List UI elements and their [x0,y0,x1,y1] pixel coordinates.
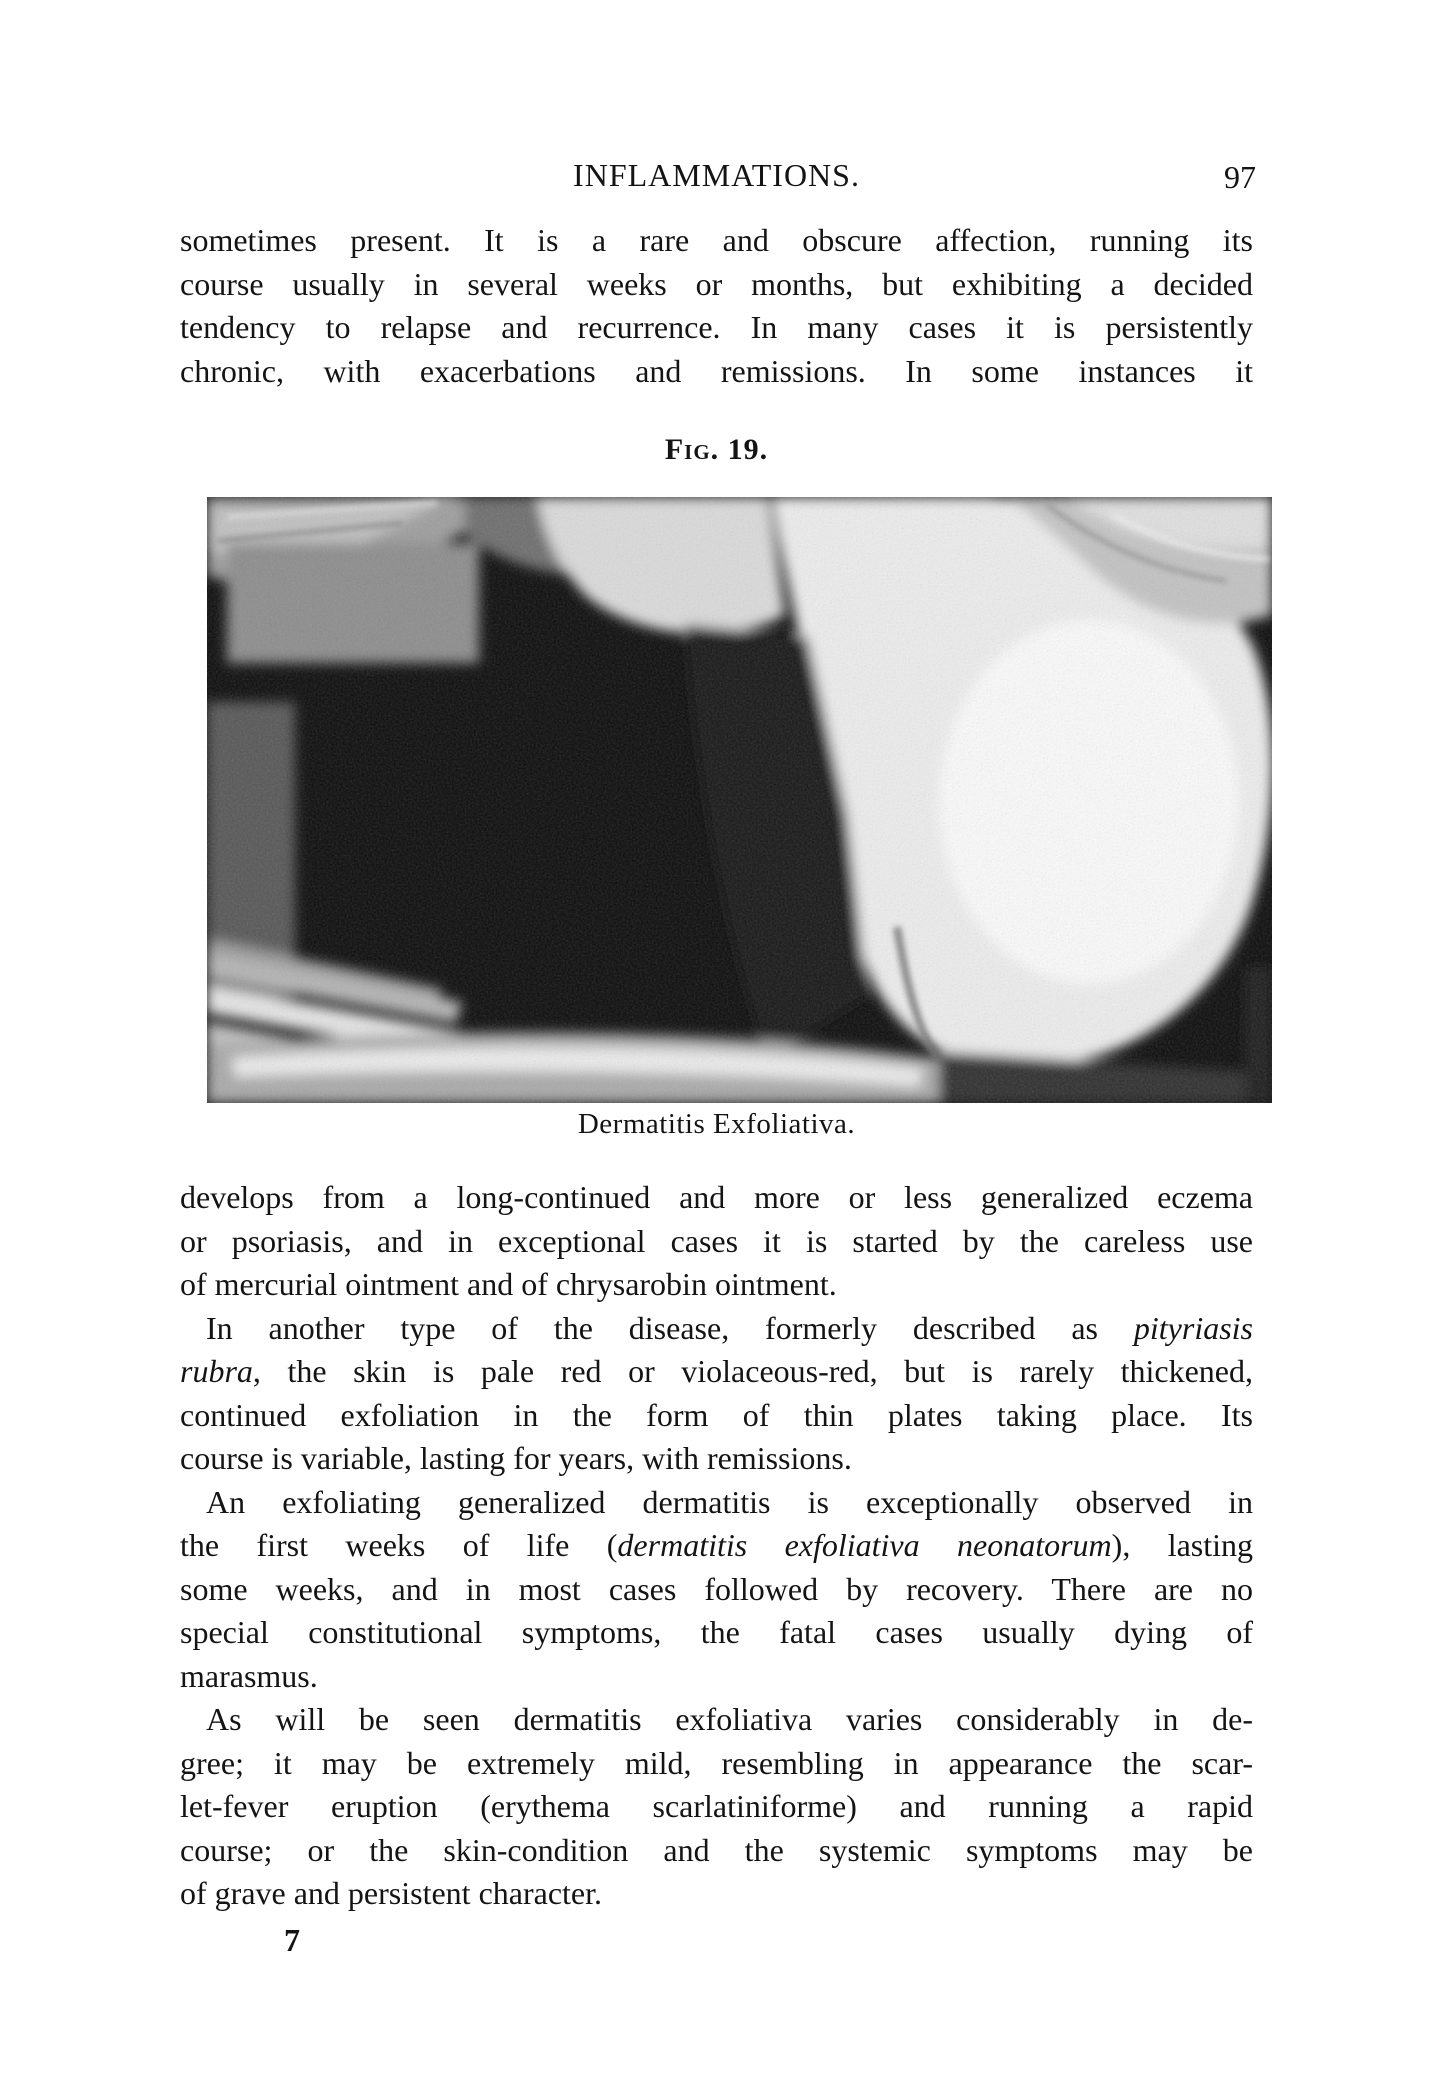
text-line: special constitutional symptoms, the fatal cases usually dying of [180,1614,1253,1650]
text-line: gree; it may be extremely mild, resembling in appearance the scar- [180,1744,1253,1781]
dermatitis-photo [207,497,1272,1103]
text-line: tendency to relapse and recurrence. In many cases it is persistently [180,309,1253,345]
paragraph [180,219,1253,393]
text-line: some weeks, and in most cases followed by recovery. There are no [180,1570,1253,1607]
figure-label: Fig. 19. [664,433,769,466]
text-block-before-figure [180,219,1253,393]
text-line: or psoriasis, and in exceptional cases it is started by the careless use [180,1222,1253,1259]
text-block-after-figure [180,1176,1253,1916]
text-line: let-fever eruption (erythema scarlatiniforme) and running a rapid [180,1788,1253,1824]
halftone-photo-graphic [207,497,1272,1103]
text-line: continued exfoliation in the form of thin plates taking place. Its [180,1396,1253,1433]
text-line: In another type of the disease, formerly described as pityriasis [206,1309,1253,1346]
text-line: develops from a long-continued and more or less generalized eczema [180,1179,1253,1215]
running-header: INFLAMMATIONS. [573,157,860,193]
page-number: 97 [1224,159,1256,195]
signature-mark: 7 [284,1922,300,1958]
paragraph [180,1481,1253,1699]
text-line: course; or the skin-condition and the systemic symptoms may be [180,1831,1253,1868]
text-line: course is variable, lasting for years, with remissions. [180,1440,852,1476]
text-line: of mercurial ointment and of chrysarobin ointment. [180,1266,837,1302]
text-line: of grave and persistent character. [180,1875,603,1911]
text-line: the first weeks of life (dermatitis exfoliativa neonatorum), lasting [180,1527,1254,1563]
text-line: sometimes present. It is a rare and obscure affection, running its [180,222,1253,258]
paragraph [180,1698,1253,1916]
figure-caption: Dermatitis Exfoliativa. [577,1108,856,1140]
text-line: An exfoliating generalized dermatitis is exceptionally observed in [206,1483,1253,1520]
paragraph [180,1307,1253,1481]
text-line: marasmus. [180,1657,318,1694]
text-line: course usually in several weeks or months, but exhibiting a decided [180,265,1253,302]
paragraph [180,1176,1253,1307]
text-line: As will be seen dermatitis exfoliativa varies considerably in de- [206,1701,1253,1737]
text-line: chronic, with exacerbations and remissions. In some instances it [180,352,1253,389]
text-line: rubra, the skin is pale red or violaceous-red, but is rarely thickened, [180,1353,1253,1389]
